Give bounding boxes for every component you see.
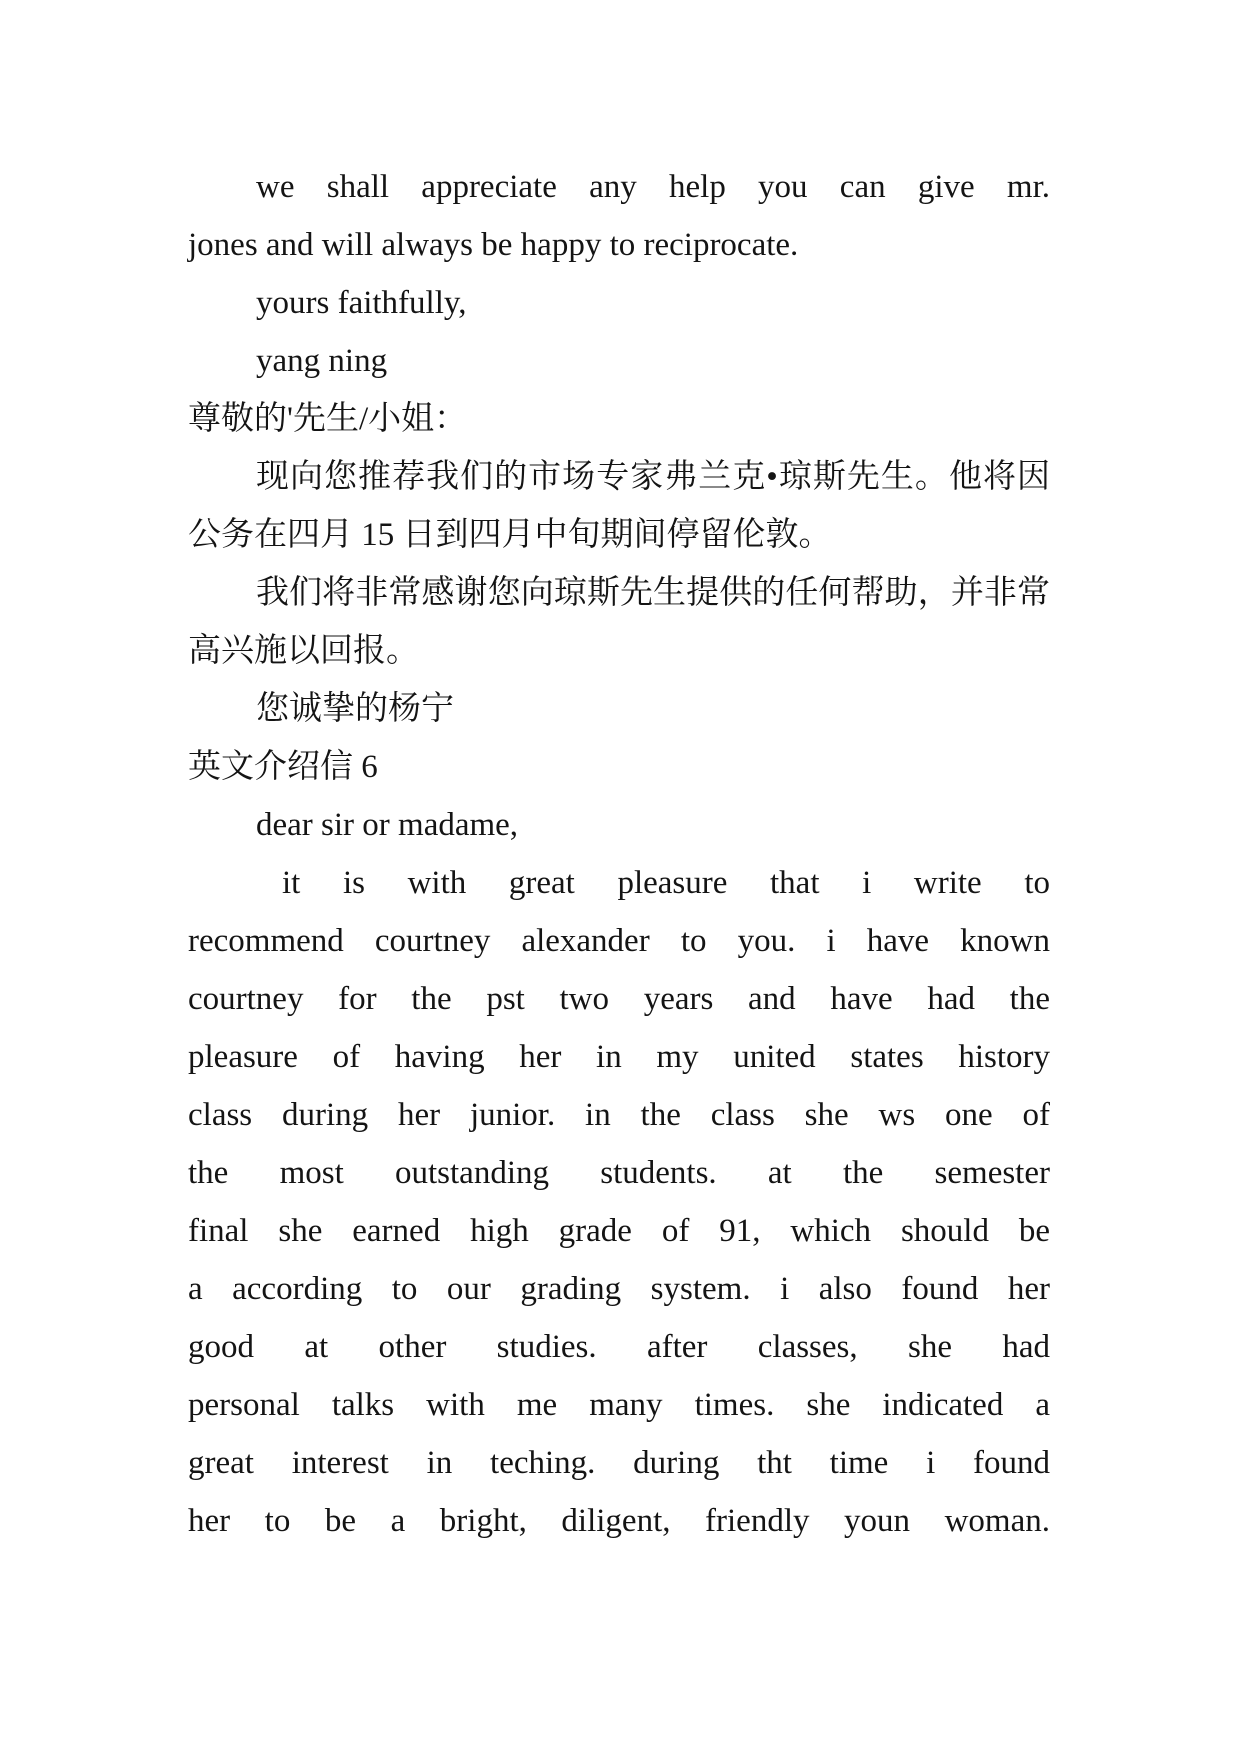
text-line: it is with great pleasure that i write to: [282, 865, 1050, 901]
text-line: a according to our grading system. i also found her: [188, 1271, 1050, 1307]
text-line: 英文介绍信 6: [188, 749, 378, 785]
text-line: 公务在四月 15 日到四月中旬期间停留伦敦。: [188, 517, 832, 553]
text-line: pleasure of having her in my united states history: [188, 1039, 1050, 1075]
text-line: yours faithfully,: [256, 285, 467, 321]
text-line: jones and will always be happy to reciprocate.: [188, 227, 799, 263]
text-line: her to be a bright, diligent, friendly youn woman.: [188, 1503, 1050, 1539]
text-line: 我们将非常感谢您向琼斯先生提供的任何帮助，并非常: [256, 575, 1050, 611]
text-line: 尊敬的'先生/小姐：: [188, 401, 468, 437]
text-line: dear sir or madame,: [256, 807, 519, 843]
text-line: 您诚挚的杨宁: [256, 691, 454, 727]
letter-5-english-closing: [188, 158, 1050, 390]
text-line: yang ning: [256, 343, 388, 379]
document-content: [188, 158, 1050, 1550]
letter-6-heading: [188, 738, 1050, 796]
letter-5-chinese-translation: [188, 390, 1050, 738]
letter-6-english-body: [188, 796, 1050, 1550]
text-line: good at other studies. after classes, she had: [188, 1329, 1050, 1365]
text-line: final she earned high grade of 91, which should be: [188, 1213, 1050, 1249]
text-line: 高兴施以回报。: [188, 633, 419, 669]
text-line: personal talks with me many times. she indicated a: [188, 1387, 1050, 1423]
text-line: we shall appreciate any help you can give mr.: [256, 169, 1050, 205]
text-line: class during her junior. in the class she ws one of: [188, 1097, 1050, 1133]
text-line: recommend courtney alexander to you. i have known: [188, 923, 1050, 959]
text-line: great interest in teching. during tht time i found: [188, 1445, 1050, 1481]
text-line: the most outstanding students. at the semester: [188, 1155, 1050, 1191]
text-line: 现向您推荐我们的市场专家弗兰克•琼斯先生。他将因: [256, 459, 1050, 495]
text-line: courtney for the pst two years and have had the: [188, 981, 1050, 1017]
